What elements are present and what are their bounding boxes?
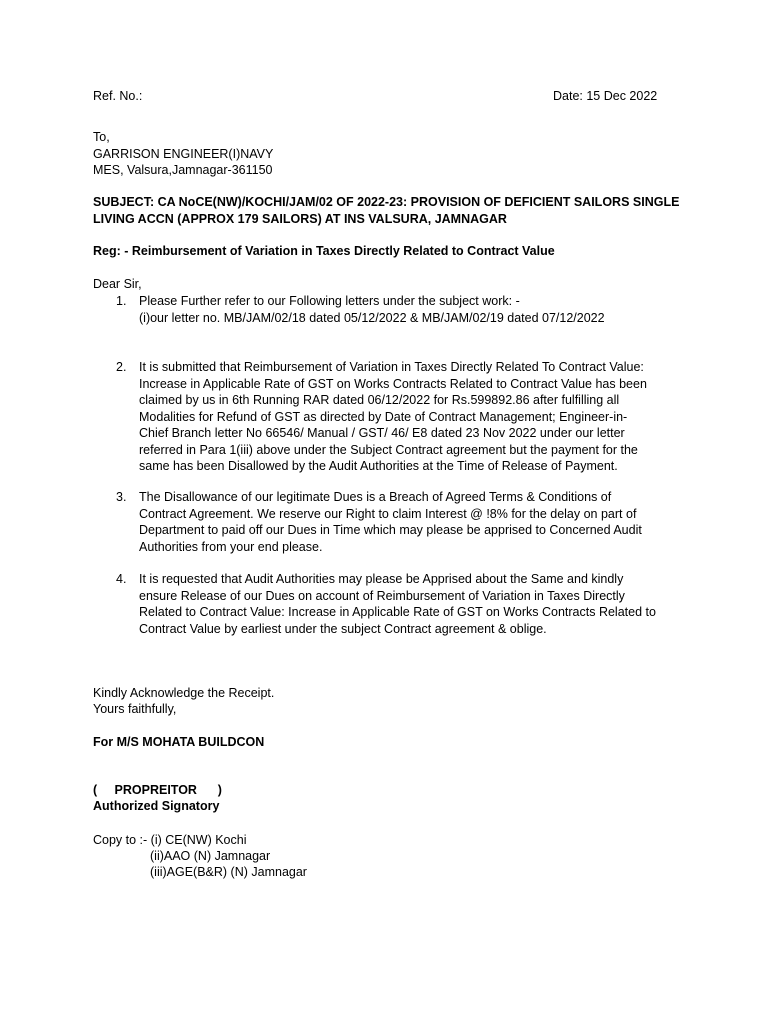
recipient-line-1: GARRISON ENGINEER(I)NAVY: [93, 147, 274, 161]
point-2-number: 2.: [116, 360, 127, 374]
authorized-signatory: Authorized Signatory: [93, 799, 220, 813]
point-2-line: Modalities for Refund of GST as directed by Date of Contract Management; Engineer-in-: [139, 409, 628, 424]
point-2-line: It is submitted that Reimbursement of Variation in Taxes Directly Related To Contract Value:: [139, 360, 644, 374]
point-4: [139, 571, 679, 637]
proprietor-label: ( PROPREITOR ): [93, 783, 222, 797]
point-4-line: Contract Value by earliest under the subject Contract agreement & oblige.: [139, 621, 547, 636]
point-4-number: 4.: [116, 572, 127, 586]
copy-to-line-2: (ii)AAO (N) Jamnagar: [150, 849, 271, 863]
firm-name: For M/S MOHATA BUILDCON: [93, 735, 265, 749]
reg-line: Reg: - Reimbursement of Variation in Taxes Directly Related to Contract Value: [93, 244, 555, 258]
point-2-line: Increase in Applicable Rate of GST on Works Contracts Related to Contract Value has been: [139, 376, 647, 391]
point-3-line: Authorities from your end please.: [139, 539, 323, 554]
point-1-line: (i)our letter no. MB/JAM/02/18 dated 05/12/2022 & MB/JAM/02/19 dated 07/12/2022: [139, 310, 605, 325]
ref-number: Ref. No.:: [93, 89, 143, 103]
point-3-line: Contract Agreement. We reserve our Right to claim Interest @ !8% for the delay on part of: [139, 506, 637, 521]
point-2-line: claimed by us in 6th Running RAR dated 06/12/2022 for Rs.599892.86 after fulfilling all: [139, 393, 620, 407]
copy-to-line-1: Copy to :- (i) CE(NW) Kochi: [93, 833, 247, 847]
point-3-number: 3.: [116, 490, 127, 504]
point-4-line: It is requested that Audit Authorities may please be Apprised about the Same and kindly: [139, 572, 624, 586]
point-4-line: Related to Contract Value: Increase in Applicable Rate of GST on Works Contracts Related to: [139, 605, 656, 619]
point-1: [139, 293, 679, 326]
point-3-line: Department to paid off our Dues in Time which may please be apprised to Concerned Audit: [139, 523, 642, 537]
point-2: [139, 359, 679, 475]
salutation: Dear Sir,: [93, 277, 142, 291]
subject-line-2: LIVING ACCN (APPROX 179 SAILORS) AT INS VALSURA, JAMNAGAR: [93, 212, 507, 226]
point-2-line: referred in Para 1(iii) above under the Subject Contract agreement but the payment for the: [139, 442, 638, 457]
point-4-line: ensure Release of our Dues on account of Reimbursement of Variation in Taxes Directly: [139, 588, 625, 603]
point-2-line: Chief Branch letter No 66546/ Manual / GST/ 46/ E8 dated 23 Nov 2022 under our letter: [139, 426, 625, 440]
point-1-line: Please Further refer to our Following letters under the subject work: -: [139, 294, 520, 308]
acknowledge-line: Kindly Acknowledge the Receipt.: [93, 686, 275, 700]
point-2-line: same has been Disallowed by the Audit Authorities at the Time of Release of Payment.: [139, 459, 618, 473]
letter-date: Date: 15 Dec 2022: [553, 89, 658, 103]
copy-to-line-3: (iii)AGE(B&R) (N) Jamnagar: [150, 865, 307, 879]
subject-line-1: SUBJECT: CA NoCE(NW)/KOCHI/JAM/02 OF 2022-23: PROVISION OF DEFICIENT SAILORS SINGLE: [93, 195, 680, 209]
yours-faithfully: Yours faithfully,: [93, 702, 177, 716]
point-1-number: 1.: [116, 294, 127, 308]
recipient-line-2: MES, Valsura,Jamnagar-361150: [93, 163, 273, 177]
to-label: To,: [93, 130, 110, 144]
point-3-line: The Disallowance of our legitimate Dues is a Breach of Agreed Terms & Conditions of: [139, 490, 612, 504]
point-3: [139, 489, 679, 555]
